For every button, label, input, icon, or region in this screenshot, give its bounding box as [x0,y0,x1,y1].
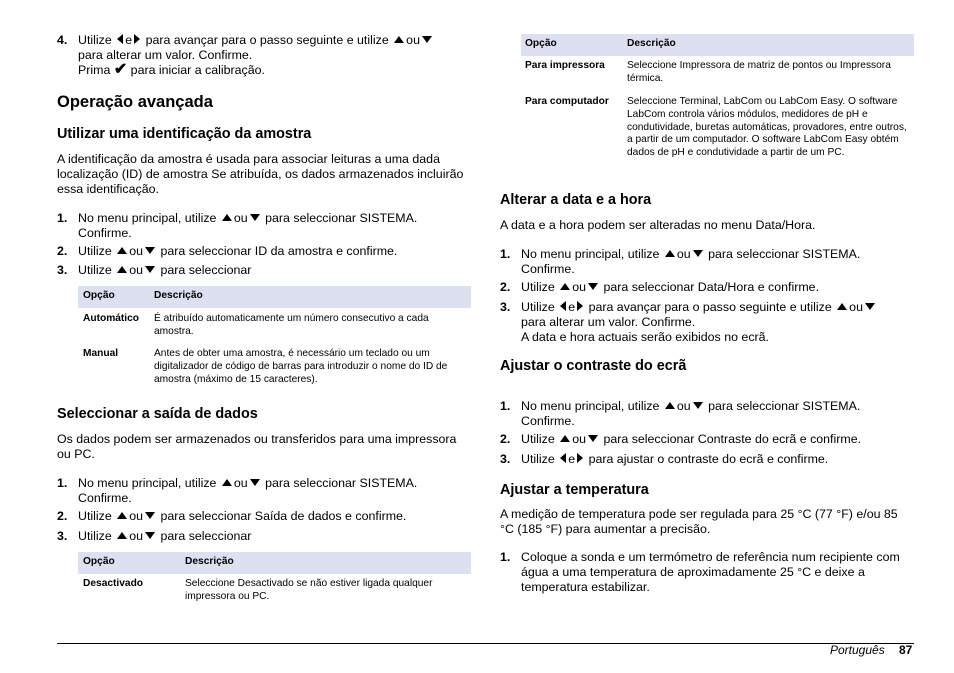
sample-id-options-table [78,286,471,390]
down-arrow-icon [250,479,260,486]
data-output-options-table [78,552,471,608]
table-row-description: Antes de obter uma amostra, é necessário um teclado ou um digitalizador de código de barras para introduzir o nome do ID de amostra (máximo de 15 caracteres). [154,348,448,385]
column-header-description: Descrição [185,556,234,567]
column-header-option: Opção [83,290,115,301]
right-arrow-icon [577,453,583,463]
table-header [78,286,471,308]
step-number: 4. [57,33,68,47]
table-header [521,34,914,56]
down-arrow-icon [145,532,155,539]
date-time-heading: Alterar a data e a hora [500,192,652,208]
up-arrow-icon [665,250,675,257]
right-arrow-icon [577,301,583,311]
footer-language: Português [830,643,885,657]
up-arrow-icon [117,247,127,254]
date-time-paragraph: A data e a hora podem ser alteradas no menu Data/Hora. [500,218,816,232]
down-arrow-icon [250,214,260,221]
table-row-option: Manual [83,348,119,359]
table-row-description: É atribuído automaticamente um número consecutivo a cada amostra. [154,313,429,337]
temperature-heading: Ajustar a temperatura [500,482,649,498]
down-arrow-icon [588,283,598,290]
footer-rule [57,643,914,644]
table-row-description: Seleccione Desactivado se não estiver ligada qualquer impressora ou PC. [185,578,433,602]
table-row-option: Automático [83,313,140,324]
column-header-option: Opção [525,38,557,49]
sample-id-heading: Utilizar uma identificação da amostra [57,126,312,142]
column-header-description: Descrição [627,38,676,49]
down-arrow-icon [865,303,875,310]
table-row-description: Seleccione Terminal, LabCom ou LabCom Easy. O software LabCom controla vários módulos, medidores de pH e condutividade, buretas automáticas, provadores, entre outros, a partir de um computador. O software LabCom Easy obtém dados de pH e condutividade a partir de um PC. [627,96,907,159]
temperature-paragraph: A medição de temperatura pode ser regulada para 25 °C (77 °F) e/ou 85 °C (185 °F) para aumentar a precisão. [500,507,898,536]
down-arrow-icon [693,402,703,409]
table-row-option: Para impressora [525,60,605,71]
up-arrow-icon [222,214,232,221]
left-arrow-icon [117,34,123,44]
advanced-operation-heading: Operação avançada [57,93,213,111]
data-output-paragraph: Os dados podem ser armazenados ou transferidos para uma impressora ou PC. [57,432,457,461]
column-header-description: Descrição [154,290,203,301]
sample-id-paragraph: A identificação da amostra é usada para associar leituras a uma dada localização (ID) de amostra Se atribuída, os dados armazenados incluirão essa identificação. [57,152,464,196]
up-arrow-icon [560,435,570,442]
up-arrow-icon [117,266,127,273]
down-arrow-icon [145,266,155,273]
up-arrow-icon [117,512,127,519]
up-arrow-icon [222,479,232,486]
down-arrow-icon [693,250,703,257]
left-arrow-icon [560,301,566,311]
up-arrow-icon [117,532,127,539]
table-row-description: Seleccione Impressora de matriz de pontos ou Impressora térmica. [627,60,891,84]
page-number: 87 [899,643,913,657]
left-arrow-icon [560,453,566,463]
table-row-option: Para computador [525,96,609,107]
computer-options-table [521,34,914,176]
contrast-heading: Ajustar o contraste do ecrã [500,358,687,374]
down-arrow-icon [145,247,155,254]
data-output-heading: Seleccionar a saída de dados [57,406,258,422]
column-header-option: Opção [83,556,115,567]
down-arrow-icon [588,435,598,442]
down-arrow-icon [145,512,155,519]
down-arrow-icon [422,36,432,43]
up-arrow-icon [394,36,404,43]
right-arrow-icon [134,34,140,44]
checkmark-icon: ✔ [113,60,128,78]
up-arrow-icon [837,303,847,310]
table-row-option: Desactivado [83,578,144,589]
up-arrow-icon [560,283,570,290]
table-header [78,552,471,574]
up-arrow-icon [665,402,675,409]
